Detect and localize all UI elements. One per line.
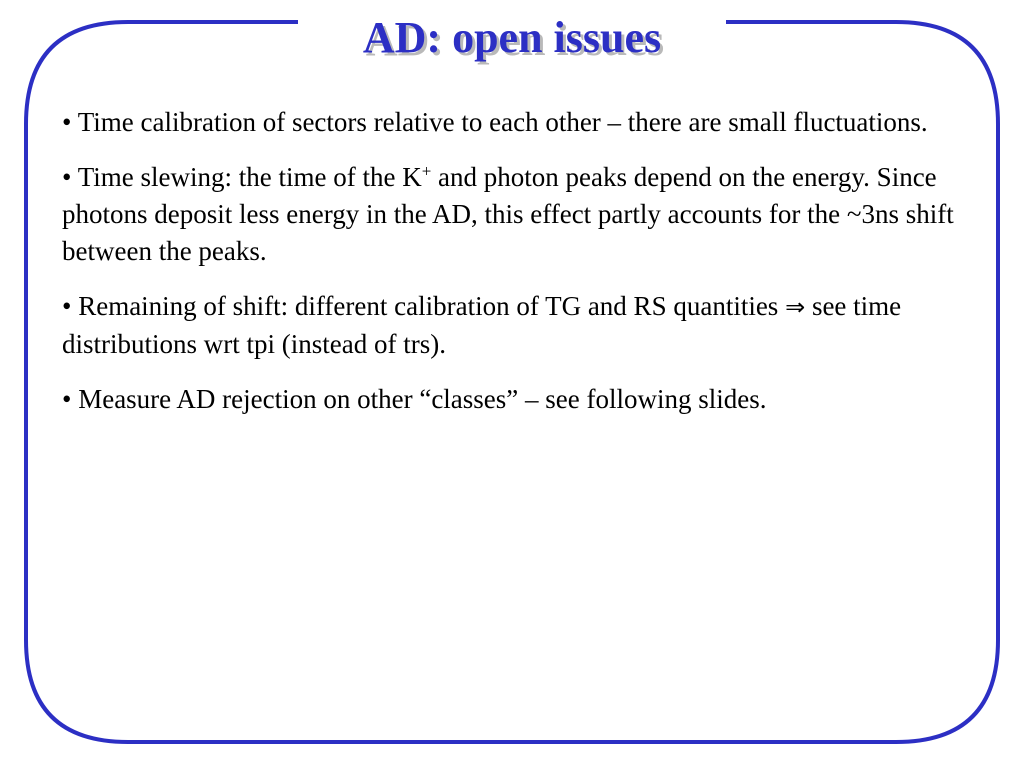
bullet-text-end: and photon peaks depend on the energy. Since photons deposit less energy in the AD, this effect partly accounts for the ~3ns shift between the peaks.	[62, 162, 954, 266]
bullet-text: Measure AD rejection on other “classes” – see following slides.	[78, 384, 767, 414]
bullet-item-time-slewing	[62, 159, 967, 270]
bullet-marker: •	[62, 107, 72, 137]
bullet-text: Time calibration of sectors relative to each other – there are small fluctuations.	[77, 107, 928, 137]
bullet-list	[62, 104, 967, 436]
bullet-marker: •	[62, 384, 72, 414]
bullet-item-measure-rejection	[62, 381, 967, 418]
bullet-marker: •	[62, 291, 72, 321]
bullet-text-start: Remaining of shift: different calibration of TG and RS quantities	[78, 291, 786, 321]
bullet-marker: •	[62, 162, 72, 192]
bullet-item-time-calibration	[62, 104, 967, 141]
kaon-charge-superscript: +	[421, 161, 432, 181]
slide-title: AD: open issues	[362, 13, 662, 62]
implies-arrow-icon: ⇒	[785, 293, 806, 321]
bullet-text-start: Time slewing: the time of the K	[77, 162, 422, 192]
bullet-text-end: see time distributions wrt tpi (instead of trs).	[62, 291, 902, 359]
bullet-item-remaining-shift	[62, 288, 967, 363]
